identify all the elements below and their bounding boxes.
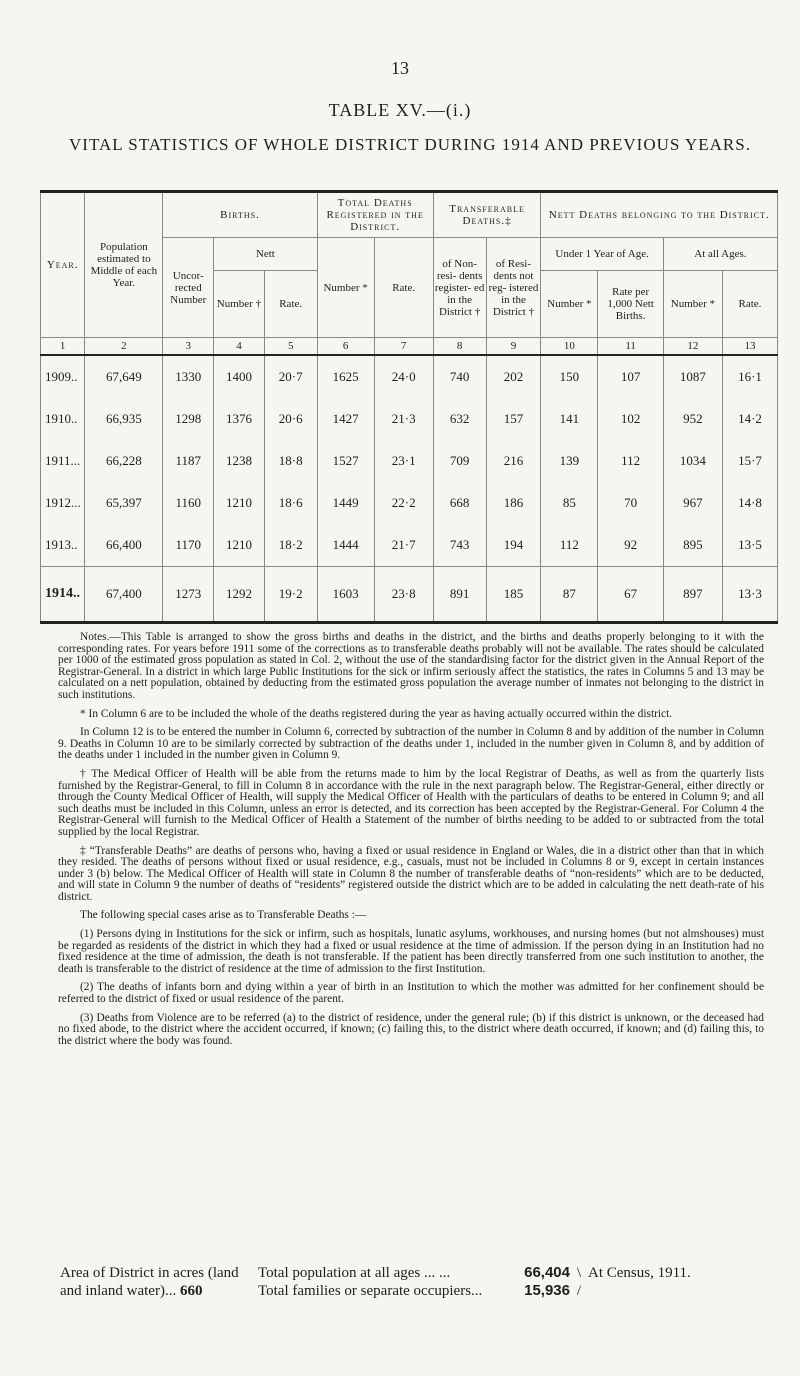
cell-td-rate: 23·8 <box>374 567 433 623</box>
cell-uncorrected: 1160 <box>163 482 214 524</box>
cell-u1-rate: 70 <box>598 482 663 524</box>
header-td-rate: Rate. <box>374 238 433 338</box>
header-under-1: Under 1 Year of Age. <box>541 238 663 271</box>
cell-u1-rate: 102 <box>598 398 663 440</box>
census-label: At Census, 1911. <box>588 1265 691 1281</box>
cell-all-rate: 16·1 <box>722 355 777 398</box>
cell-non-residents: 740 <box>433 355 486 398</box>
cell-uncorrected: 1273 <box>163 567 214 623</box>
cell-nett-rate: 19·2 <box>264 567 317 623</box>
header-transferable-deaths: Transferable Deaths.‡ <box>433 192 541 238</box>
header-nett: Nett <box>214 238 317 271</box>
cell-uncorrected: 1170 <box>163 524 214 567</box>
cell-td-rate: 24·0 <box>374 355 433 398</box>
area-label: Area of District in acres (land and inland water)... <box>60 1265 239 1299</box>
cell-all-number: 897 <box>663 567 722 623</box>
cell-td-number: 1449 <box>317 482 374 524</box>
col-number: 1 <box>41 338 85 356</box>
header-year: Year. <box>41 192 85 338</box>
cell-td-number: 1427 <box>317 398 374 440</box>
cell-year: 1911... <box>41 440 85 482</box>
cell-u1-number: 85 <box>541 482 598 524</box>
cell-uncorrected: 1330 <box>163 355 214 398</box>
population-label: Total population at all ages ... ... <box>258 1265 451 1281</box>
cell-nett-number: 1210 <box>214 482 265 524</box>
area-value: 660 <box>179 1283 203 1299</box>
header-residents: of Resi- dents not reg- istered in the District † <box>486 238 541 338</box>
header-births: Births. <box>163 192 317 238</box>
col-number: 11 <box>598 338 663 356</box>
vital-statistics-table <box>40 190 778 624</box>
cell-nett-rate: 18·2 <box>264 524 317 567</box>
cell-year: 1912... <box>41 482 85 524</box>
cell-uncorrected: 1298 <box>163 398 214 440</box>
cell-nett-rate: 20·6 <box>264 398 317 440</box>
cell-nett-number: 1400 <box>214 355 265 398</box>
cell-td-number: 1625 <box>317 355 374 398</box>
header-nett-number: Number † <box>214 271 265 338</box>
header-td-number: Number * <box>317 238 374 338</box>
cell-td-rate: 21·3 <box>374 398 433 440</box>
families-value: 15,936 <box>524 1282 570 1299</box>
cell-uncorrected: 1187 <box>163 440 214 482</box>
note-paragraph: The following special cases arise as to Transferable Deaths :— <box>80 909 367 922</box>
cell-residents: 185 <box>486 567 541 623</box>
cell-u1-number: 112 <box>541 524 598 567</box>
cell-u1-number: 139 <box>541 440 598 482</box>
header-all-ages: At all Ages. <box>663 238 777 271</box>
note-paragraph: Notes.—This Table is arranged to show the gross births and deaths in the district, and the births and deaths properly belonging to it with the corresponding rates. For years before 1911 some of the corrections as to transferable deaths probably will not be available. The rates should be calculated per 1000 of the estimated gross population as stated in Col. 2, without the use of the standardising factor for the district given in the Annual Report of the Registrar-General. In a district in which large Public Institutions for the sick or infirm seriously affect the statistics, the rates in Columns 5 and 13 may be calculated on a nett population, obtained by deducting from the estimated gross population the average number of inmates not belonging to the district in such institutions. <box>58 631 764 701</box>
cell-year: 1913.. <box>41 524 85 567</box>
cell-non-residents: 743 <box>433 524 486 567</box>
col-number: 6 <box>317 338 374 356</box>
header-all-rate: Rate. <box>722 271 777 338</box>
families-label: Total families or separate occupiers... <box>258 1283 483 1299</box>
table-row <box>41 482 778 524</box>
brace: / <box>576 1283 582 1299</box>
cell-all-number: 895 <box>663 524 722 567</box>
cell-residents: 202 <box>486 355 541 398</box>
cell-u1-rate: 67 <box>598 567 663 623</box>
brace: \ <box>576 1265 582 1281</box>
col-number: 12 <box>663 338 722 356</box>
table-row <box>41 440 778 482</box>
cell-nett-number: 1292 <box>214 567 265 623</box>
cell-population: 66,400 <box>85 524 163 567</box>
cell-residents: 194 <box>486 524 541 567</box>
cell-non-residents: 709 <box>433 440 486 482</box>
table-row <box>41 398 778 440</box>
cell-population: 66,228 <box>85 440 163 482</box>
col-number: 4 <box>214 338 265 356</box>
cell-all-number: 967 <box>663 482 722 524</box>
notes-section <box>58 632 764 1054</box>
cell-all-rate: 13·3 <box>722 567 777 623</box>
note-paragraph: (3) Deaths from Violence are to be referred (a) to the district of residence, under the general rule; (b) if this district is unknown, or the deceased had no fixed abode, to the district where the accident occurred, if known; (c) failing this, to the district where death occurred, if known; and (d) failing this, to the district where the body was found. <box>58 1011 764 1047</box>
col-number: 7 <box>374 338 433 356</box>
cell-nett-number: 1376 <box>214 398 265 440</box>
cell-population: 66,935 <box>85 398 163 440</box>
cell-all-rate: 13·5 <box>722 524 777 567</box>
cell-td-number: 1444 <box>317 524 374 567</box>
cell-u1-rate: 92 <box>598 524 663 567</box>
cell-u1-number: 87 <box>541 567 598 623</box>
cell-u1-number: 141 <box>541 398 598 440</box>
header-total-deaths: Total Deaths Registered in the District. <box>317 192 433 238</box>
header-u1-rate: Rate per 1,000 Nett Births. <box>598 271 663 338</box>
header-population: Population estimated to Middle of each Year. <box>85 192 163 338</box>
cell-td-rate: 23·1 <box>374 440 433 482</box>
cell-nett-number: 1238 <box>214 440 265 482</box>
cell-non-residents: 632 <box>433 398 486 440</box>
population-block <box>258 1264 758 1300</box>
cell-non-residents: 668 <box>433 482 486 524</box>
note-paragraph: (1) Persons dying in Institutions for the sick or infirm, such as hospitals, lunatic asylums, workhouses, and nursing homes (but not almshouses) must be regarded as residents of the district in which they had a fixed or usual residence at the time of admission. If the person dying in an Institution had no fixed residence at the time of admission, the death is not transferable. If the patient has been directly transferred from one such institution to another, the death is transferable to the district of residence at the time of admission to the first Institution. <box>58 928 764 975</box>
cell-td-rate: 21·7 <box>374 524 433 567</box>
cell-all-number: 952 <box>663 398 722 440</box>
cell-all-rate: 14·8 <box>722 482 777 524</box>
header-all-number: Number * <box>663 271 722 338</box>
cell-residents: 216 <box>486 440 541 482</box>
cell-u1-rate: 107 <box>598 355 663 398</box>
cell-year: 1910.. <box>41 398 85 440</box>
cell-td-number: 1527 <box>317 440 374 482</box>
col-number: 5 <box>264 338 317 356</box>
header-non-residents: of Non- resi- dents register- ed in the District † <box>433 238 486 338</box>
header-u1-number: Number * <box>541 271 598 338</box>
cell-u1-number: 150 <box>541 355 598 398</box>
cell-td-rate: 22·2 <box>374 482 433 524</box>
note-paragraph: * In Column 6 are to be included the whole of the deaths registered during the year as having actually occurred within the district. <box>80 707 673 720</box>
cell-u1-rate: 112 <box>598 440 663 482</box>
area-block <box>60 1264 240 1300</box>
cell-nett-rate: 18·6 <box>264 482 317 524</box>
header-nett-deaths: Nett Deaths belonging to the District. <box>541 192 778 238</box>
cell-residents: 186 <box>486 482 541 524</box>
main-title: VITAL STATISTICS OF WHOLE DISTRICT DURING 1914 AND PREVIOUS YEARS. <box>69 135 751 154</box>
cell-all-number: 1034 <box>663 440 722 482</box>
cell-residents: 157 <box>486 398 541 440</box>
header-uncorrected: Uncor- rected Number <box>163 238 214 338</box>
header-nett-rate: Rate. <box>264 271 317 338</box>
note-paragraph: In Column 12 is to be entered the number in Column 6, corrected by subtraction of the number in Column 8 and by addition of the number in Column 9. Deaths in Column 10 are to be similarly corrected by subtraction of the deaths under 1, included in the number given in Column 8, and by addition of the deaths under 1 included in the number given in Column 9. <box>58 726 764 762</box>
col-number: 10 <box>541 338 598 356</box>
cell-nett-rate: 20·7 <box>264 355 317 398</box>
note-paragraph: ‡ “Transferable Deaths” are deaths of persons who, having a fixed or usual residence in England or Wales, die in a district other than that in which they resided. The deaths of persons without fixed or usual residence, e.g., casuals, must not be included in Columns 8 or 9, except in certain instances under 3 (b) below. The Medical Officer of Health will state in Column 8 the number of transferable deaths of “non-residents” which are to be deducted, and will state in Column 9 the number of deaths of “residents” registered outside the district which are to be added in calculating the nett death-rate of his district. <box>58 844 764 903</box>
note-paragraph: (2) The deaths of infants born and dying within a year of birth in an Institution to which the mother was admitted for her confinement should be referred to the district of fixed or usual residence of the parent. <box>58 981 764 1006</box>
cell-all-rate: 15·7 <box>722 440 777 482</box>
cell-year: 1909.. <box>41 355 85 398</box>
col-number: 9 <box>486 338 541 356</box>
col-number: 2 <box>85 338 163 356</box>
table-row <box>41 355 778 398</box>
col-number: 13 <box>722 338 777 356</box>
cell-population: 67,400 <box>85 567 163 623</box>
cell-nett-number: 1210 <box>214 524 265 567</box>
table-row <box>41 567 778 623</box>
page-number: 13 <box>391 58 409 78</box>
cell-year: 1914.. <box>41 567 85 623</box>
cell-td-number: 1603 <box>317 567 374 623</box>
cell-all-number: 1087 <box>663 355 722 398</box>
cell-nett-rate: 18·8 <box>264 440 317 482</box>
population-value: 66,404 <box>524 1264 570 1281</box>
cell-population: 67,649 <box>85 355 163 398</box>
table-row <box>41 524 778 567</box>
cell-all-rate: 14·2 <box>722 398 777 440</box>
note-paragraph: † The Medical Officer of Health will be able from the returns made to him by the local Registrar of Deaths, as well as from the quarterly lists furnished by the Registrar-General, to fill in Column 8 in accordance with the rule in the next paragraph below. The Registrar-General, either directly or through the County Medical Officer of Health, will supply the Medical Officer of Health with the particulars of deaths to be entered in Column 9; and all such deaths must be included in this Column, unless an error is detected, and its correction has been accepted by the Registrar-General. For Column 4 the Registrar-General will furnish to the Medical Officer of Health a Statement of the number of births needing to be added to or subtracted from the total supplied by the local Registrar. <box>58 767 764 838</box>
table-title: TABLE XV.—(i.) <box>328 100 472 120</box>
col-number: 3 <box>163 338 214 356</box>
col-number: 8 <box>433 338 486 356</box>
cell-population: 65,397 <box>85 482 163 524</box>
cell-non-residents: 891 <box>433 567 486 623</box>
